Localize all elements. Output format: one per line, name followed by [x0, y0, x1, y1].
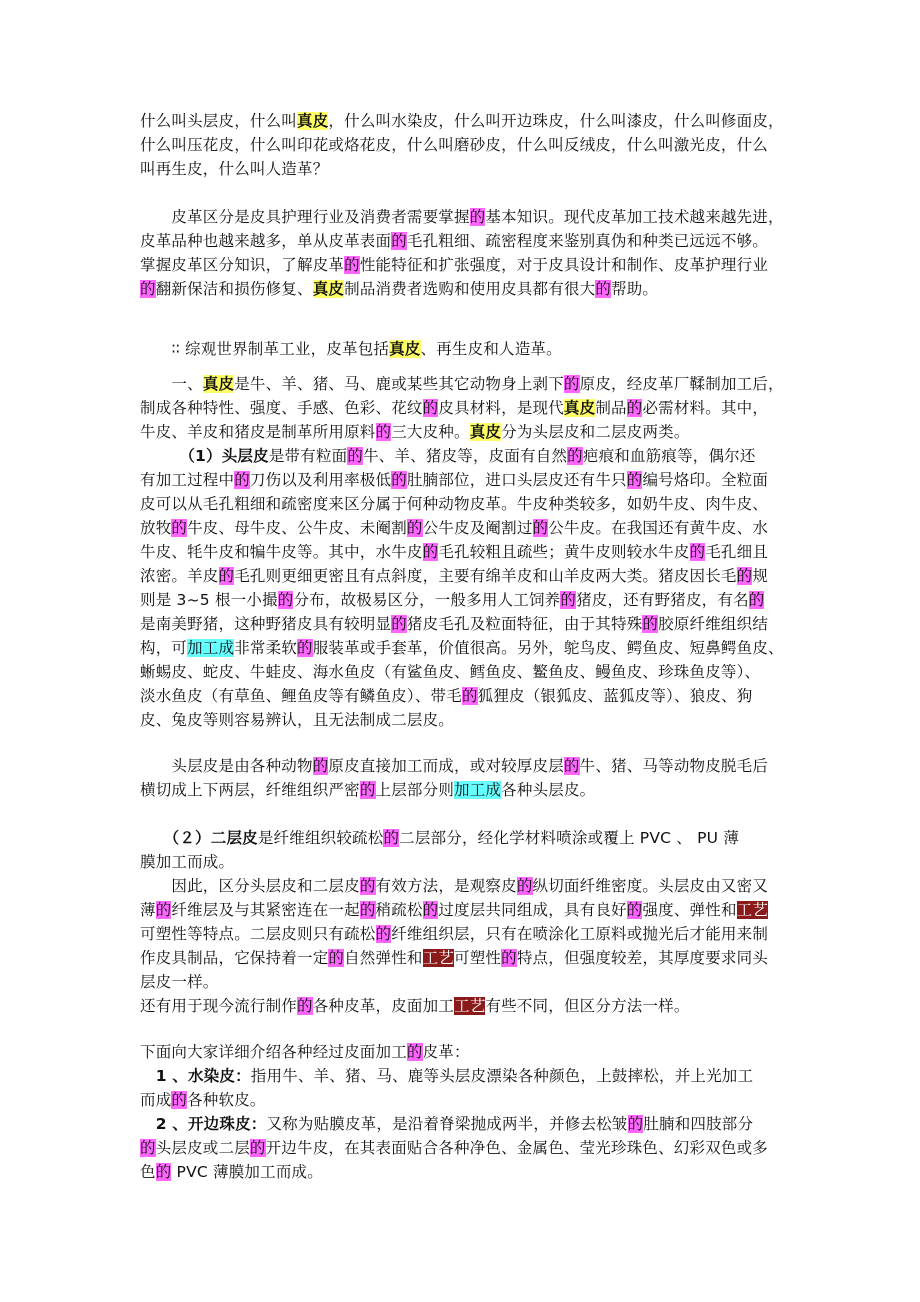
text-run: 帮助。 — [611, 280, 659, 298]
text-run: 肚腩和四肢部分 — [643, 1115, 754, 1133]
highlight-pink: 的 — [391, 471, 407, 489]
text-run: 可塑性等特点。二层皮则只有疏松 — [140, 925, 376, 943]
highlight-pink: 的 — [140, 1139, 156, 1157]
text-line — [140, 754, 785, 778]
text-run: 构，可 — [140, 639, 188, 657]
text-run: 放牧 — [140, 519, 172, 537]
text-run: 是带有粒面 — [268, 447, 348, 465]
text-run: 是牛、羊、猪、马、鹿或某些其它动物身上剥下 — [234, 375, 564, 393]
text-line — [140, 684, 785, 708]
text-run: 叫再生皮，什么叫人造革？ — [140, 160, 329, 178]
text-run: 开边牛皮，在其表面贴合各种净色、金属色、莹光珍珠色、幻彩双色或多 — [265, 1139, 769, 1157]
highlight-pink: 的 — [406, 519, 423, 537]
highlight-cyan: 加工成 — [187, 639, 235, 657]
text-run: 疤痕和血筋痕等，偶尔还 — [582, 447, 756, 465]
bold-text: 1 、水染皮： — [140, 1067, 251, 1085]
text-line — [140, 253, 785, 277]
text-run: 各种皮革，皮面加工 — [312, 997, 455, 1015]
text-line — [140, 1040, 785, 1064]
text-line — [140, 1136, 785, 1160]
text-run: 纤维组织层，只有在喷涂化工原料或抛光后才能用来制 — [391, 925, 769, 943]
text-line — [140, 1112, 785, 1136]
text-run: 薄 — [140, 901, 156, 919]
text-run: 制品消费者选购和使用皮具都有很大 — [344, 280, 596, 298]
text-run: 公牛皮及阉割过 — [422, 519, 533, 537]
text-line — [140, 420, 785, 444]
text-line — [140, 540, 785, 564]
text-line — [140, 874, 785, 898]
text-run: 什么叫压花皮，什么叫印花或烙花皮，什么叫磨砂皮，什么叫反绒皮，什么叫激光皮，什么 — [140, 136, 769, 154]
highlight-pink: 的 — [532, 519, 549, 537]
text-line — [140, 468, 785, 492]
text-line — [140, 922, 785, 946]
highlight-yellow: 真皮 — [202, 375, 235, 393]
text-run: 三大皮种。 — [391, 423, 470, 441]
highlight-pink: 的 — [501, 949, 517, 967]
text-run: 皮可以从毛孔粗细和疏密度来区分属于何种动物皮革。牛皮种类较多，如奶牛皮、肉牛皮、 — [140, 495, 769, 513]
highlight-pink: 的 — [563, 757, 580, 775]
highlight-pink: 的 — [422, 901, 439, 919]
text-run: 牛、猪、马等动物皮脱毛后 — [579, 757, 769, 775]
text-run: 有效方法，是观察皮 — [375, 877, 517, 895]
paragraph-4 — [140, 754, 785, 802]
text-run: 基本知识。现代皮革加工技术越来越先进， — [485, 208, 784, 226]
text-run: ∶∶ 综观世界制革工业，皮革包括 — [140, 340, 390, 358]
text-run: 强度、弹性和 — [642, 901, 737, 919]
text-run: 猪皮，还有野猪皮，有名 — [576, 591, 749, 609]
highlight-pink: 的 — [249, 1139, 266, 1157]
text-run: 必需材料。其中， — [642, 399, 769, 417]
text-run: 分布，故极易区分，一般多用人工饲养 — [293, 591, 561, 609]
text-run: 牛皮、母牛皮、公牛皮、未阉割 — [187, 519, 407, 537]
text-run: 皮具材料，是现代 — [438, 399, 564, 417]
text-run: 作皮具制品，它保持着一定 — [140, 949, 329, 967]
paragraph-2 — [140, 337, 785, 361]
highlight-pink: 的 — [560, 591, 577, 609]
text-line — [140, 109, 785, 133]
highlight-pink: 的 — [516, 877, 533, 895]
text-line — [140, 708, 785, 732]
highlight-pink: 的 — [627, 1115, 644, 1133]
highlight-pink: 的 — [359, 901, 376, 919]
text-run: 原皮直接加工而成，或对较厚皮层 — [328, 757, 564, 775]
text-run: 刀伤以及利用率极低 — [249, 471, 392, 489]
text-run: 分为头层皮和二层皮两类。 — [501, 423, 690, 441]
text-run: 纵切面纤维密度。头层皮由又密又 — [532, 877, 769, 895]
highlight-pink: 的 — [469, 208, 486, 226]
highlight-pink: 的 — [375, 423, 392, 441]
text-run: 规 — [752, 567, 769, 585]
highlight-yellow: 真皮 — [312, 280, 345, 298]
text-run: 纤维层及与其紧密连在一起 — [171, 901, 360, 919]
text-run: 服装革或手套革，价值很高。另外，鸵鸟皮、鳄鱼皮、短鼻鳄鱼皮、 — [312, 639, 784, 657]
text-line — [140, 778, 785, 802]
highlight-pink: 的 — [406, 1043, 423, 1061]
text-line — [140, 970, 785, 994]
text-run: 猪皮毛孔及粒面特征，由于其特殊 — [406, 615, 643, 633]
text-run: 则是 3~5 根一小撮 — [140, 591, 278, 609]
text-run: 膜加工而成。 — [140, 853, 235, 871]
text-run: 层皮一样。 — [140, 973, 219, 991]
text-run: 是纤维组织较疏松 — [257, 829, 384, 847]
text-line — [140, 660, 785, 684]
paragraph-0 — [140, 109, 785, 181]
text-line — [140, 564, 785, 588]
text-run: 掌握皮革区分知识，了解皮革 — [140, 256, 345, 274]
paragraph-6 — [140, 1040, 785, 1184]
text-run: 因此，区分头层皮和二层皮 — [140, 877, 360, 895]
text-run: 狐狸皮（银狐皮、蓝狐皮等）、狼皮、狗 — [477, 687, 753, 705]
highlight-pink: 的 — [218, 567, 235, 585]
text-run: 有加工过程中 — [140, 471, 235, 489]
text-run: 横切成上下两层，纤维组织严密 — [140, 781, 360, 799]
highlight-pink: 的 — [297, 639, 313, 657]
text-run: 制成各种特性、强度、手感、色彩、花纹 — [140, 399, 423, 417]
text-run: 还有用于现今流行制作 — [140, 997, 298, 1015]
highlight-yellow: 真皮 — [563, 399, 596, 417]
highlight-pink: 的 — [383, 829, 400, 847]
highlight-yellow: 真皮 — [469, 423, 502, 441]
highlight-pink: 的 — [626, 471, 643, 489]
text-line — [140, 850, 785, 874]
text-run: 浓密。羊皮 — [140, 567, 219, 585]
text-run: 过度层共同组成，具有良好 — [438, 901, 627, 919]
highlight-pink: 的 — [359, 877, 376, 895]
text-line — [140, 133, 785, 157]
text-run: 翻新保洁和损伤修复、 — [155, 280, 313, 298]
highlight-pink: 的 — [171, 1091, 188, 1109]
highlight-pink: 的 — [277, 591, 294, 609]
bold-text: （２）二层皮 — [140, 829, 258, 847]
highlight-darkred: 工艺 — [736, 901, 769, 919]
highlight-pink: 的 — [626, 399, 643, 417]
text-line — [140, 205, 785, 229]
highlight-darkred: 工艺 — [422, 949, 455, 967]
text-run: 二层部分，经化学材料喷涂或覆上 PVC 、 PU 薄 — [399, 829, 740, 847]
text-run: 毛孔细且 — [705, 543, 769, 561]
text-line — [140, 946, 785, 970]
highlight-pink: 的 — [595, 280, 612, 298]
text-line — [140, 1088, 785, 1112]
text-run: 性能特征和扩张强度，对于皮具设计和制作、皮革护理行业 — [359, 256, 769, 274]
text-run: 头层皮或二层 — [155, 1139, 250, 1157]
text-run: 一、 — [140, 375, 203, 393]
paragraph-1 — [140, 205, 785, 301]
text-line — [140, 444, 785, 468]
highlight-pink: 的 — [344, 256, 360, 274]
highlight-pink: 的 — [312, 757, 329, 775]
text-run: 蜥蜴皮、蛇皮、牛蛙皮、海水鱼皮（有鲨鱼皮、鳕鱼皮、鳘鱼皮、鳗鱼皮、珍珠鱼皮等）、 — [140, 663, 761, 681]
highlight-pink: 的 — [155, 1163, 172, 1181]
highlight-yellow: 真皮 — [389, 340, 421, 358]
text-run: 皮革： — [422, 1043, 470, 1061]
text-run: 制品 — [595, 399, 627, 417]
text-run: 编号烙印。全粒面 — [642, 471, 769, 489]
text-line — [140, 612, 785, 636]
highlight-pink: 的 — [736, 567, 753, 585]
text-run: 、再生皮和人造革。 — [420, 340, 562, 358]
highlight-pink: 的 — [347, 447, 364, 465]
text-line — [140, 898, 785, 922]
text-run: 公牛皮。在我国还有黄牛皮、水 — [548, 519, 769, 537]
text-run: 是南美野猪，这种野猪皮具有较明显 — [140, 615, 392, 633]
text-line — [140, 994, 785, 1018]
text-run: 原皮，经皮革厂鞣制加工后， — [579, 375, 784, 393]
highlight-pink: 的 — [422, 399, 439, 417]
text-line — [140, 396, 785, 420]
highlight-pink: 的 — [391, 615, 407, 633]
text-line — [140, 1064, 785, 1088]
text-run: 淡水鱼皮（有草鱼、鲤鱼皮等有鳞鱼皮）、带毛 — [140, 687, 462, 705]
text-run: 肚腩部位，进口头层皮还有牛只 — [406, 471, 627, 489]
text-line — [140, 157, 785, 181]
highlight-pink: 的 — [328, 949, 345, 967]
text-run: 而成 — [140, 1091, 172, 1109]
text-run: 下面向大家详细介绍各种经过皮面加工 — [140, 1043, 407, 1061]
text-run: 头层皮是由各种动物 — [140, 757, 313, 775]
text-run: 皮革品种也越来越多，单从皮革表面 — [140, 232, 392, 250]
text-run: 各种软皮。 — [187, 1091, 266, 1109]
text-line — [140, 372, 785, 396]
text-run: 自然弹性和 — [344, 949, 423, 967]
text-run: ，什么叫水染皮，什么叫开边珠皮，什么叫漆皮，什么叫修面皮， — [328, 112, 784, 130]
text-run: 皮、兔皮等则容易辨认，且无法制成二层皮。 — [140, 711, 455, 729]
text-line — [140, 1160, 785, 1184]
text-run: 稍疏松 — [375, 901, 423, 919]
highlight-pink: 的 — [642, 615, 659, 633]
bold-text: （1）头层皮 — [140, 447, 269, 465]
text-run: 指用牛、羊、猪、马、鹿等头层皮漂染各种颜色，上鼓摔松，并上光加工 — [250, 1067, 754, 1085]
text-run: 非常柔软 — [234, 639, 298, 657]
highlight-pink: 的 — [375, 925, 392, 943]
highlight-pink: 的 — [748, 591, 765, 609]
text-run: 牛皮、牦牛皮和犏牛皮等。其中，水牛皮 — [140, 543, 423, 561]
text-run: 有些不同，但区分方法一样。 — [485, 997, 690, 1015]
highlight-pink: 的 — [155, 901, 172, 919]
text-run: 可塑性 — [454, 949, 502, 967]
text-run: 毛孔粗细、疏密程度来鉴别真伪和种类已远远不够。 — [406, 232, 769, 250]
text-run: 又称为贴膜皮革，是沿着脊梁抛成两半，并修去松皱 — [266, 1115, 628, 1133]
text-line — [140, 516, 785, 540]
highlight-pink: 的 — [391, 232, 407, 250]
highlight-pink: 的 — [626, 901, 643, 919]
text-line — [140, 229, 785, 253]
text-run: 皮革区分是皮具护理行业及消费者需要掌握 — [140, 208, 470, 226]
text-run: 毛孔较粗且疏些；黄牛皮则较水牛皮 — [438, 543, 690, 561]
highlight-pink: 的 — [140, 280, 156, 298]
highlight-pink: 的 — [359, 781, 376, 799]
text-run: 上层部分则 — [375, 781, 455, 799]
text-run: 什么叫头层皮，什么叫 — [140, 112, 298, 130]
text-run: 胶原纤维组织结 — [658, 615, 769, 633]
highlight-pink: 的 — [563, 375, 580, 393]
paragraph-5 — [140, 826, 785, 1018]
text-run: 特点，但强度较差，其厚度要求同头 — [516, 949, 769, 967]
text-line — [140, 492, 785, 516]
text-run: 毛孔则更细更密且有点斜度，主要有绵羊皮和山羊皮两大类。猪皮因长毛 — [234, 567, 737, 585]
text-run: PVC 薄膜加工而成。 — [171, 1163, 323, 1181]
highlight-pink: 的 — [689, 543, 706, 561]
text-line — [140, 826, 785, 850]
highlight-pink: 的 — [422, 543, 439, 561]
highlight-pink: 的 — [297, 997, 313, 1015]
text-line — [140, 337, 785, 361]
highlight-pink: 的 — [171, 519, 188, 537]
paragraph-3 — [140, 372, 785, 732]
highlight-pink: 的 — [234, 471, 250, 489]
highlight-cyan: 加工成 — [454, 781, 502, 799]
text-run: 牛、羊、猪皮等，皮面有自然 — [363, 447, 568, 465]
text-line — [140, 636, 785, 660]
text-line — [140, 588, 785, 612]
highlight-pink: 的 — [461, 687, 478, 705]
text-run: 牛皮、羊皮和猪皮是制革所用原料 — [140, 423, 376, 441]
text-line — [140, 277, 785, 301]
text-run: 各种头层皮。 — [501, 781, 596, 799]
text-run: 色 — [140, 1163, 156, 1181]
highlight-yellow: 真皮 — [297, 112, 329, 130]
highlight-darkred: 工艺 — [454, 997, 486, 1015]
highlight-pink: 的 — [567, 447, 583, 465]
bold-text: 2 、开边珠皮： — [140, 1115, 267, 1133]
